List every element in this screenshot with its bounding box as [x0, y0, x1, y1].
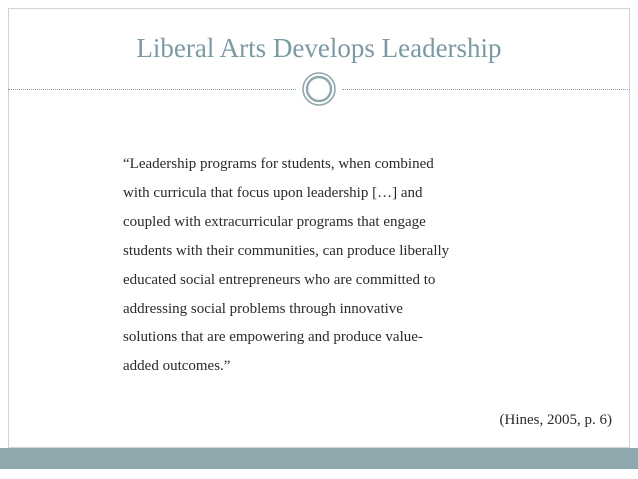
quote-line: “Leadership programs for students, when combined: [123, 156, 434, 172]
quote-line: addressing social problems through innovative: [123, 300, 403, 317]
quote-text: [123, 150, 523, 381]
quote-line: educated social entrepreneurs who are committed to: [123, 271, 436, 288]
double-circle-ornament-icon: [301, 71, 337, 107]
title-divider-right: [342, 89, 630, 90]
citation: (Hines, 2005, p. 6): [499, 412, 612, 428]
title-divider-left: [8, 89, 296, 90]
quote-line: added outcomes.”: [123, 358, 231, 375]
quote-line: students with their communities, can produce liberally: [123, 242, 450, 259]
quote-line: coupled with extracurricular programs that engage: [123, 213, 426, 230]
quote-line: with curricula that focus upon leadership […] and: [123, 184, 423, 201]
slide-title: Liberal Arts Develops Leadership: [136, 33, 502, 63]
footer-bar: [0, 448, 638, 469]
quote-line: solutions that are empowering and produce value-: [123, 329, 423, 346]
